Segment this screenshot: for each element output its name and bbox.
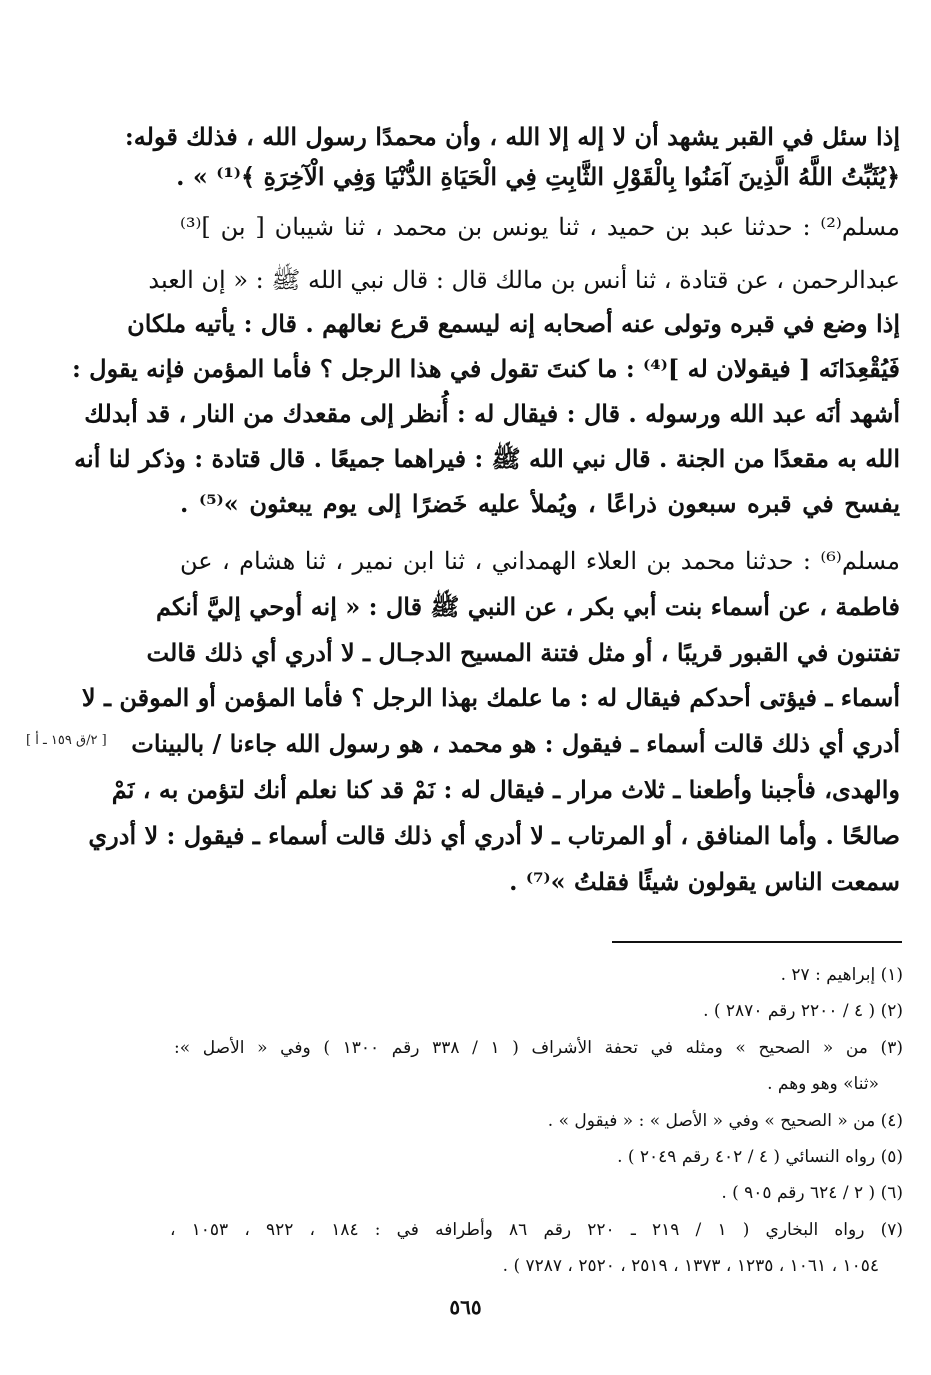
footnote: (٢) ( ٤ / ٢٢٠٠ رقم ٢٨٧٠ ) . [703, 1001, 903, 1021]
page-number: ٥٦٥ [449, 1295, 482, 1319]
text-line: أسماء ـ فيؤتى أحدكم فيقال له : ما علمك بهذا الرجل ؟ فأما المؤمن أو الموقن ـ لا [81, 683, 900, 712]
text-line: سمعت الناس يقولون شيئًا فقلتُ »⁽⁷⁾ . [509, 867, 900, 896]
text-line: إذا سئل في القبر يشهد أن لا إله إلا الله ، وأن محمدًا رسول الله ، فذلك قوله: [124, 122, 900, 151]
footnote: (١) إبراهيم : ٢٧ . [780, 965, 903, 985]
text-line: عبدالرحمن ، عن قتادة ، ثنا أنس بن مالك قال : قال نبي الله ﷺ : « إن العبد [148, 266, 900, 294]
text-line: والهدى، فأجبنا وأطعنا ـ ثلاث مرار ـ فيقال له : نَمْ قد كنا نعلم أنك لتؤمن به ، نَمْ [111, 775, 900, 804]
text-line: تفتنون في القبور قريبًا ، أو مثل فتنة المسيح الدجـال ـ لا أدري أي ذلك قالت [146, 638, 900, 667]
text-line: مسلم⁽⁶⁾ : حدثنا محمد بن العلاء الهمداني ، ثنا ابن نمير ، ثنا هشام ، عن [180, 547, 900, 575]
footnote: (٥) رواه النسائي ( ٤ / ٤٠٢ رقم ٢٠٤٩ ) . [617, 1147, 903, 1167]
text-line: يفسح في قبره سبعون ذراعًا ، ويُملأ عليه خَضرًا إلى يوم يبعثون »⁽⁵⁾ . [180, 489, 901, 518]
text-line: فاطمة ، عن أسماء بنت أبي بكر ، عن النبي ﷺ قال : « إنه أوحي إليَّ أنكم [155, 592, 900, 621]
text-line: فَيُقْعِدَانَه [ فيقولان له ]⁽⁴⁾ : ما كنتَ تقول في هذا الرجل ؟ فأما المؤمن فإنه يقول : [71, 354, 900, 383]
text-line: مسلم⁽²⁾ : حدثنا عبد بن حميد ، ثنا يونس بن محمد ، ثنا شيبان [ بن ]⁽³⁾ [180, 213, 900, 241]
text-line: الله به مقعدًا من الجنة . قال نبي الله ﷺ : فيراهما جميعًا . قال قتادة : وذكر لنا أنه [74, 444, 900, 473]
footnote: (٣) من « الصحيح » ومثله في تحفة الأشراف ( ١ / ٣٣٨ رقم ١٣٠٠ ) وفي « الأصل »: [174, 1038, 903, 1058]
footnote: (٧) رواه البخاري ( ١ / ٢١٩ ـ ٢٢٠ رقم ٨٦ وأطرافه في : ١٨٤ ، ٩٢٢ ، ١٠٥٣ ، [170, 1220, 903, 1240]
footnote: (٦) ( ٢ / ٦٢٤ رقم ٩٠٥ ) . [721, 1183, 903, 1203]
quran-verse-line: ﴿يُثَبِّتُ اللَّهُ الَّذِينَ آمَنُوا بِالْقَوْلِ الثَّابِتِ فِي الْحَيَاةِ الدُّنْيَا وَفِي الْآخِرَةِ ﴾⁽¹⁾ » . [176, 162, 900, 191]
text-line: أدري أي ذلك قالت أسماء ـ فيقول : هو محمد ، هو رسول الله جاءنا / بالبينات [131, 729, 900, 758]
text-line: صالحًا . وأما المنافق ، أو المرتاب ـ لا أدري أي ذلك قالت أسماء ـ فيقول : لا أدري [88, 821, 900, 850]
text-line: إذا وضع في قبره وتولى عنه أصحابه إنه ليسمع قرع نعالهم . قال : يأتيه ملكان [127, 309, 900, 338]
footnote-divider [612, 941, 902, 943]
footnote: (٤) من « الصحيح » وفي « الأصل » : « فيقول » . [547, 1111, 903, 1131]
footnote-continuation: ١٠٥٤ ، ١٠٦١ ، ١٢٣٥ ، ١٣٧٣ ، ٢٥١٩ ، ٢٥٢٠ ، ٧٢٨٧ ) . [502, 1256, 879, 1276]
footnote-continuation: «ثنا» وهو وهم . [767, 1074, 879, 1094]
text-line: أشهد أنَه عبد الله ورسوله . قال : فيقال له : أُنظر إلى مقعدك من النار ، قد أبدلك [84, 399, 900, 428]
manuscript-folio-ref: [ ٢/ق ١٥٩ ـ أ ] [26, 733, 107, 748]
